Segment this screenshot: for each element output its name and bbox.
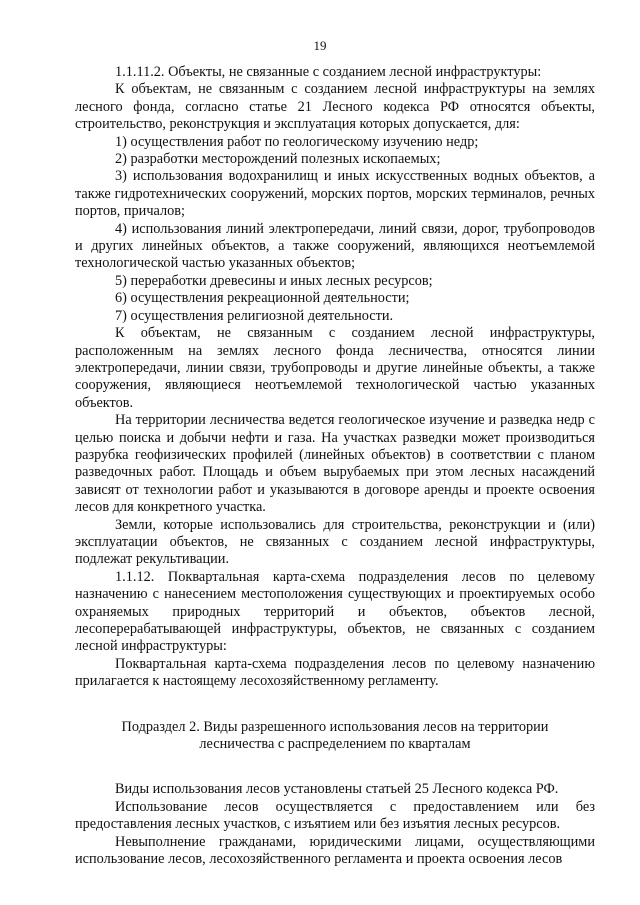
paragraph: Виды использования лесов установлены статьей 25 Лесного кодекса РФ. <box>115 781 559 798</box>
paragraph-heading-1-1-11-2: 1.1.11.2. Объекты, не связанные с созданием лесной инфраструктуры: <box>115 64 542 80</box>
list-item: 7) осуществления религиозной деятельности. <box>115 307 394 324</box>
document-body <box>75 64 595 868</box>
paragraph: На территории лесничества ведется геологическое изучение и разведка недр с целью поиска и добычи нефти и газа. На участках разведки может производиться разрубка геофизических профилей (линейных объектов) в соответствии с планом разведочных работ. Площадь и объем вырубаемых при этом лесных насаждений зависят от технологии работ и указываются в договоре аренды и проекте освоения лесов для конкретного участка. <box>75 412 595 516</box>
list-item: 2) разработки месторождений полезных ископаемых; <box>115 151 441 168</box>
paragraph-heading-1-1-12: 1.1.12. Поквартальная карта-схема подразделения лесов по целевому назначению с нанесением местоположения существующих и проектируемых особо охраняемых природных территорий и объектов, объектов лесной, лесоперерабатывающей инфраструктуры, объектов, не связанных с созданием лесной инфраструктуры: <box>75 568 595 655</box>
list-item: 4) использования линий электропередачи, линий связи, дорог, трубопроводов и других линейных объектов, а также сооружений, являющихся неотъемлемой технологической частью указанных объектов; <box>75 220 595 272</box>
paragraph: Использование лесов осуществляется с предоставлением или без предоставления лесных участков, с изъятием или без изъятия лесных ресурсов. <box>75 798 595 833</box>
paragraph: Поквартальная карта-схема подразделения лесов по целевому назначению прилагается к настоящему лесохозяйственному регламенту. <box>75 655 595 690</box>
list-item: 6) осуществления рекреационной деятельности; <box>115 290 410 307</box>
page-number: 19 <box>313 38 327 53</box>
section-heading: Подраздел 2. Виды разрешенного использования лесов на территории лесничества с распределением по кварталам <box>121 718 549 753</box>
paragraph: К объектам, не связанным с созданием лесной инфраструктуры на землях лесного фонда, согласно статье 21 Лесного кодекса РФ относятся объекты, строительство, реконструкция и эксплуатация которых допускается, для: <box>75 81 595 133</box>
paragraph: Земли, которые использовались для строительства, реконструкции и (или) эксплуатации объектов, не связанных с созданием лесной инфраструктуры, подлежат рекультивации. <box>75 516 595 568</box>
list-item: 1) осуществления работ по геологическому изучению недр; <box>115 133 479 150</box>
paragraph: К объектам, не связанным с созданием лесной инфраструктуры, расположенным на землях лесного фонда лесничества, относятся линии электропередачи, линии связи, трубопроводы и другие линейные объекты, а также сооружения, являющиеся неотъемлемой технологической частью указанных объектов. <box>75 325 595 411</box>
list-item: 3) использования водохранилищ и иных искусственных водных объектов, а также гидротехнических сооружений, морских портов, морских терминалов, речных портов, причалов; <box>75 168 595 220</box>
paragraph: Невыполнение гражданами, юридическими лицами, осуществляющими использование лесов, лесохозяйственного регламента и проекта освоения лесов <box>75 833 595 868</box>
list-item: 5) переработки древесины и иных лесных ресурсов; <box>115 272 433 289</box>
